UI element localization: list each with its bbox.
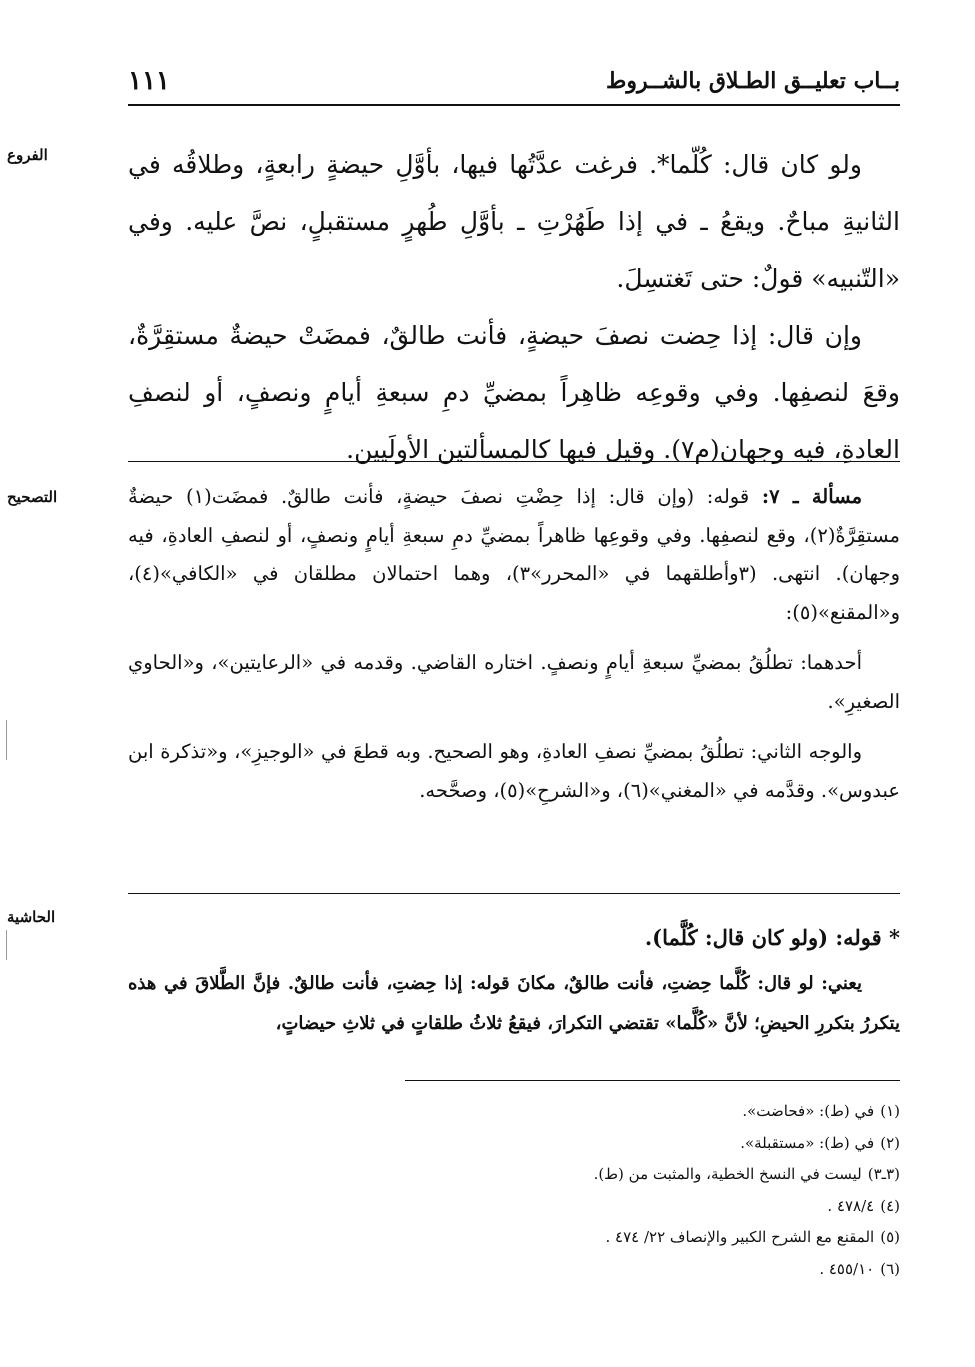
tashih-section: [128, 478, 900, 822]
running-header: [128, 68, 900, 100]
footnote: [128, 1254, 900, 1286]
footnote: [128, 1128, 900, 1160]
footnote: [128, 1222, 900, 1254]
section-divider: [128, 893, 900, 894]
footnote-number: (٢): [880, 1133, 900, 1152]
hashiya-paragraph: يعني: لو قال: كُلَّما حِضتِ، فأنت طالقٌ، مكانَ قوله: إذا حِضتِ، فأنت طالقٌ. فإنَّ الطَّلاقَ في هذه يتكررُ بتكررِ الحيضِ؛ لأنَّ «كُلَّما» تقتضي التكرارَ، فيقعُ ثلاثُ طلقاتٍ في ثلاثِ حيضاتٍ،: [128, 973, 900, 1034]
footnote-text: المقنع مع الشرح الكبير والإنصاف ٢٢/ ٤٧٤ .: [605, 1228, 875, 1246]
page-number: ١١١: [128, 66, 170, 96]
footnote-text: ليست في النسخ الخطية، والمثبت من (ط).: [593, 1165, 862, 1183]
footnote-rule: [405, 1080, 900, 1081]
footnote-number: (١): [880, 1102, 900, 1120]
section-divider: [128, 461, 900, 462]
footnote-text: ٤٧٨/٤ .: [827, 1196, 875, 1215]
hashiya-quote: * قوله: (ولو كان قال: كُلَّما).: [644, 925, 900, 950]
side-label-furu: الفروع: [7, 146, 48, 164]
tashih-paragraph: [128, 478, 900, 632]
tashih-paragraph: أحدهما: تطلُقُ بمضيِّ سبعةِ أيامٍ ونصفٍ. اختاره القاضي. وقدمه في «الرعايتين»، و«الحاوي الصغيرِ».: [128, 651, 900, 713]
footnote-number: (٦): [880, 1259, 900, 1278]
footnote: [128, 1096, 900, 1128]
footnote-text: في (ط): «فحاضت».: [742, 1102, 875, 1120]
hashiya-section: [128, 918, 900, 1044]
running-title: بــاب تعليــق الطـلاق بالشــروط: [606, 68, 900, 94]
footnote: [128, 1191, 900, 1223]
furu-paragraph: ولو كان قال: كُلّما*. فرغت عدَّتُها فيها، بأوَّلِ حيضةٍ رابعةٍ، وطلاقُه في الثانيةِ مباحٌ. ويقعُ ـ في إذا طَهُرْتِ ـ بأوَّلِ طُهرٍ مستقبلٍ، نصَّ عليه. وفي «التّنبيه» قولٌ: حتى تَغتسِلَ.: [128, 150, 900, 293]
furu-paragraph: وإن قال: إذا حِضت نصفَ حيضةٍ، فأنت طالقٌ، فمضَتْ حيضةٌ مستقِرَّةٌ، وقعَ لنصفِها. وفي وقوعِه ظاهِراً بمضيِّ دمِ سبعةِ أيامٍ ونصفٍ، أو لنصفِ العادةِ، فيه وجهان(م٧). وقيل فيها كالمسألتين الأولَيين.: [128, 321, 900, 464]
scan-mark: [6, 720, 7, 760]
footnote: [128, 1159, 900, 1191]
side-label-tashih: التصحيح: [7, 488, 58, 506]
footnote-number: (٣ـ٣): [867, 1165, 900, 1183]
furu-section: [128, 136, 900, 478]
footnote-number: (٥): [880, 1228, 900, 1246]
footnotes: [128, 1096, 900, 1285]
header-rule: [128, 104, 900, 106]
tashih-paragraph: والوجه الثاني: تطلُقُ بمضيِّ نصفِ العادةِ، وهو الصحيح. وبه قطعَ في «الوجيزِ»، و«تذكرة ابن عبدوس». وقدَّمه في «المغني»(٦)، و«الشرحِ»(٥)، وصحَّحه.: [128, 740, 900, 802]
footnote-text: ٤٥٥/١٠ .: [819, 1259, 875, 1278]
scan-mark: [6, 930, 7, 960]
masala-label: مسألة ـ ٧:: [761, 485, 863, 508]
footnote-number: (٤): [880, 1196, 900, 1215]
tashih-paragraph-text: قوله: (وإن قال: إذا حِضْتِ نصفَ حيضةٍ، فأنت طالقٌ. فمضَت(١) حيضةٌ مستقِرَّةٌ(٢)، وقع لنصفِها. وفي وقوعِها ظاهراً بمضيِّ دمِ سبعةِ أيامٍ ونصفٍ، أو لنصفِ العادةِ، فيه وجهان). انتهى. (٣وأطلقهما في «المحرر»٣)، وهما احتمالان مطلقان في «الكافي»(٤)، و«المقنع»(٥):: [128, 485, 901, 624]
footnote-text: في (ط): «مستقبلة».: [740, 1133, 875, 1152]
side-label-hashiya: الحاشية: [7, 908, 56, 926]
